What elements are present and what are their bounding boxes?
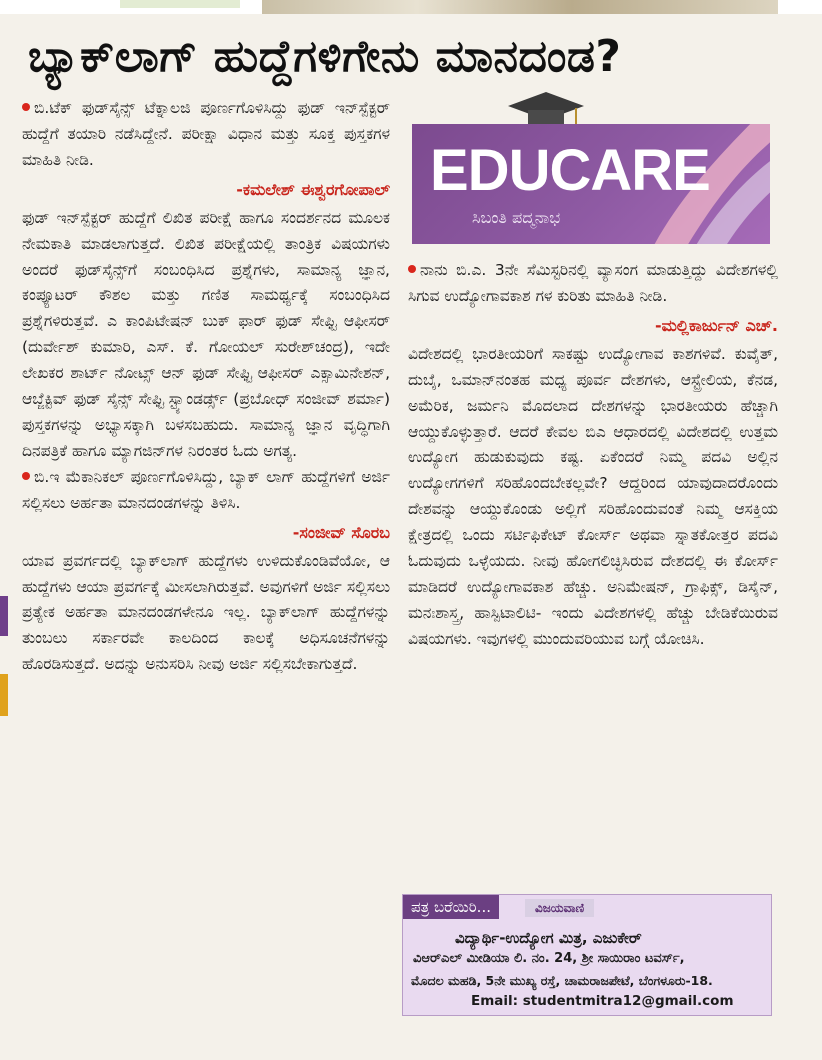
answer-3: ವಿದೇಶದಲ್ಲಿ ಭಾರತೀಯರಿಗೆ ಸಾಕಷ್ಟು ಉದ್ಯೋಗಾವ ಕಾಶಗಳಿವೆ. ಕುವೈತ್, ದುಬೈ, ಒಮಾನ್‌ನಂತಹ ಮಧ್ಯ ಪೂರ್ವ ದೇಶಗಳು, ಆಸ್ಟ್ರೇಲಿಯ, ಕೆನಡ, ಅಮೆರಿಕ, ಜರ್ಮನಿ ಮೊದಲಾದ ದೇಶಗಳನ್ನು ಭಾರತೀಯರು ಹೆಚ್ಚಾಗಿ ಆಯ್ದುಕೊಳ್ಳುತ್ತಾರೆ. ಆದರೆ ಕೇವಲ ಬಿಎ ಆಧಾರದಲ್ಲಿ ವಿದೇಶದಲ್ಲಿ ಉತ್ತಮ ಉದ್ಯೋಗ ಹುಡುಕುವುದು ಕಷ್ಟ. ಏಕೆಂದರೆ ನಿಮ್ಮ ಪದವಿ ಅಲ್ಲಿನ ಉದ್ಯೋಗಗಳಿಗೆ ಸರಿಹೊಂದಬೇಕಲ್ಲವೇ? ಆದ್ದರಿಂದ ಯಾವುದಾದರೊಂದು ದೇಶವನ್ನು ಆಯ್ದುಕೊಂಡು ಅಲ್ಲಿಗೆ ಸರಿಹೊಂದುವಂತೆ ನಿಮ್ಮ ಆಸಕ್ತಿಯ ಕ್ಷೇತ್ರದಲ್ಲಿ ಒಂದು ಸರ್ಟಿಫಿಕೇಟ್ ಕೋರ್ಸ್ ಅಥವಾ ಸ್ನಾತಕೋತ್ತರ ಪದವಿ ಓದುವುದು ಒಳ್ಳೆಯದು. ನೀವು ಹೋಗಲಿಚ್ಛಿಸಿರುವ ದೇಶದಲ್ಲಿ ಈ ಕೋರ್ಸ್ ಮಾಡಿದರೆ ಉದ್ಯೋಗಾವಕಾಶ ಹೆಚ್ಚು. ಅನಿಮೇಷನ್, ಗ್ರಾಫಿಕ್ಸ್, ಡಿಸೈನ್, ಮನಃಶಾಸ್ತ್ರ, ಹಾಸ್ಪಿಟಾಲಿಟಿ- ಇಂದು ವಿದೇಶಗಳಲ್ಲಿ ಹೆಚ್ಚು ಬೇಡಿಕೆಯಿರುವ ವಿಷಯಗಳು. ಇವುಗಳಲ್ಲಿ ಮುಂದುವರಿಯುವ ಬಗ್ಗೆ ಯೋಚಿಸಿ.	[408, 344, 778, 648]
contact-line-2: ವಿಆರ್‌ಎಲ್ ಮೀಡಿಯಾ ಲಿ. ನಂ. 24, ಶ್ರೀ ಸಾಯಿರಾಂ ಟವರ್ಸ್,	[413, 951, 685, 966]
article-headline: ಬ್ಯಾಕ್‌ಲಾಗ್ ಹುದ್ದೆಗಳಿಗೇನು ಮಾನದಂಡ?	[28, 31, 622, 82]
question-1-author: -ಕಮಲೇಶ್ ಈಶ್ವರಗೋಪಾಲ್	[236, 179, 390, 199]
adjacent-page-edge	[0, 596, 8, 716]
contact-email: Email: studentmitra12@gmail.com	[471, 993, 734, 1009]
bullet-dot-icon	[22, 103, 30, 111]
question-3	[408, 258, 778, 310]
contact-line-3: ಮೊದಲ ಮಹಡಿ, 5ನೇ ಮುಖ್ಯ ರಸ್ತೆ, ಚಾಮರಾಜಪೇಟೆ, ಬೆಂಗಳೂರು-18.	[411, 973, 713, 988]
top-photo-strip	[0, 0, 822, 14]
contact-line-1: ವಿದ್ಯಾರ್ಥಿ-ಉದ್ಯೋಗ ಮಿತ್ರ, ಎಜುಕೇರ್	[455, 929, 642, 947]
write-to-us-box	[402, 894, 772, 1016]
right-column	[408, 258, 778, 653]
photo-bottom-edge	[262, 0, 778, 14]
newspaper-name: ವಿಜಯವಾಣಿ	[525, 899, 594, 917]
answer-1: ಫುಡ್ ಇನ್‌ಸ್ಪೆಕ್ಟರ್ ಹುದ್ದೆಗೆ ಲಿಖಿತ ಪರೀಕ್ಷೆ ಹಾಗೂ ಸಂದರ್ಶನದ ಮೂಲಕ ನೇಮಕಾತಿ ಮಾಡಲಾಗುತ್ತದೆ. ಲಿಖಿತ ಪರೀಕ್ಷೆಯಲ್ಲಿ ತಾಂತ್ರಿಕ ವಿಷಯಗಳು ಅಂದರೆ ಫುಡ್‌ಸೈನ್ಸ್‌ಗೆ ಸಂಬಂಧಿಸಿದ ಪ್ರಶ್ನೆಗಳು, ಸಾಮಾನ್ಯ ಜ್ಞಾನ, ಕಂಪ್ಯೂಟರ್ ಕೌಶಲ ಮತ್ತು ಗಣಿತ ಸಾಮರ್ಥ್ಯಕ್ಕೆ ಸಂಬಂಧಿಸಿದ ಪ್ರಶ್ನೆಗಳಿರುತ್ತವೆ. ಎ ಕಾಂಪಿಟೇಷನ್ ಬುಕ್ ಫಾರ್ ಫುಡ್ ಸೇಫ್ಟಿ ಆಫೀಸರ್ (ದುರ್ವೇಶ್ ಕುಮಾರಿ, ಎಸ್. ಕೆ. ಗೋಯಲ್ ಸುರೇಶ್‌ಚಂದ್ರ), ಇದೇ ಲೇಖಕರ ಶಾರ್ಟ್ ನೋಟ್ಸ್ ಆನ್ ಫುಡ್ ಸೇಫ್ಟಿ ಆಫೀಸರ್ ಎಕ್ಸಾಮಿನೇಶನ್, ಆಬ್ಜೆಕ್ಟಿವ್ ಫುಡ್ ಸೈನ್ಸ್ ಸೇಫ್ಟಿ ಸ್ಟ್ಯಾಂಡರ್ಡ್ಸ್ (ಪ್ರಬೋಧ್ ಸಂಜೀವ್ ಶರ್ಮಾ) ಪುಸ್ತಕಗಳನ್ನು ಅಭ್ಯಾಸಕ್ಕಾಗಿ ಬಳಸಬಹುದು. ಸಾಮಾನ್ಯ ಜ್ಞಾನ ವೃದ್ಧಿಗಾಗಿ ದಿನಪತ್ರಿಕೆ ಹಾಗೂ ಮ್ಯಾಗಜಿನ್‌ಗಳ ನಿರಂತರ ಓದು ಅಗತ್ಯ.	[22, 208, 390, 460]
educare-column-logo	[412, 124, 770, 244]
adjacent-column-edge	[120, 0, 240, 8]
question-3-author: -ಮಲ್ಲಿಕಾರ್ಜುನ್ ಎಚ್.	[654, 315, 778, 335]
question-2	[22, 465, 390, 517]
question-1-text: ಬಿ.ಟೆಕ್ ಫುಡ್‌ಸೈನ್ಸ್ ಟೆಕ್ನಾಲಜಿ ಪೂರ್ಣಗೊಳಿಸಿದ್ದು ಫುಡ್ ಇನ್‌ಸ್ಪೆಕ್ಟರ್ ಹುದ್ದೆಗೆ ತಯಾರಿ ನಡೆಸಿದ್ದೇನೆ. ಪರೀಕ್ಷಾ ವಿಧಾನ ಮತ್ತು ಸೂಕ್ತ ಪುಸ್ತಕಗಳ ಮಾಹಿತಿ ನೀಡಿ.	[22, 99, 390, 169]
question-3-text: ನಾನು ಬಿ.ಎ. 3ನೇ ಸೆಮಿಸ್ಟರಿನಲ್ಲಿ ವ್ಯಾಸಂಗ ಮಾಡುತ್ತಿದ್ದು ವಿದೇಶಗಳಲ್ಲಿ ಸಿಗುವ ಉದ್ಯೋಗಾವಕಾಶ ಗಳ ಕುರಿತು ಮಾಹಿತಿ ನೀಡಿ.	[408, 261, 778, 305]
question-2-author: -ಸಂಜೀವ್ ಸೊರಬ	[292, 522, 390, 542]
bullet-dot-icon	[408, 265, 416, 273]
answer-2: ಯಾವ ಪ್ರವರ್ಗದಲ್ಲಿ ಬ್ಯಾಕ್‌ಲಾಗ್ ಹುದ್ದೆಗಳು ಉಳಿದುಕೊಂಡಿವೆಯೋ, ಆ ಹುದ್ದೆಗಳು ಆಯಾ ಪ್ರವರ್ಗಕ್ಕೆ ಮೀಸಲಾಗಿರುತ್ತವೆ. ಅವುಗಳಿಗೆ ಅರ್ಜಿ ಸಲ್ಲಿಸಲು ಪ್ರತ್ಯೇಕ ಅರ್ಹತಾ ಮಾನದಂಡಗಳೇನೂ ಇಲ್ಲ. ಬ್ಯಾಕ್‌ಲಾಗ್ ಹುದ್ದೆಗಳನ್ನು ತುಂಬಲು ಸರ್ಕಾರವೇ ಕಾಲದಿಂದ ಕಾಲಕ್ಕೆ ಅಧಿಸೂಚನೆಗಳನ್ನು ಹೊರಡಿಸುತ್ತದೆ. ಅದನ್ನು ಅನುಸರಿಸಿ ನೀವು ಅರ್ಜಿ ಸಲ್ಲಿಸಬೇಕಾಗುತ್ತದೆ.	[22, 551, 390, 674]
educare-brand: EDUCARE	[430, 138, 710, 203]
bullet-dot-icon	[22, 472, 30, 480]
question-2-text: ಬಿ.ಇ ಮೆಕಾನಿಕಲ್ ಪೂರ್ಣಗೊಳಿಸಿದ್ದು, ಬ್ಯಾಕ್ ಲಾಗ್ ಹುದ್ದೆಗಳಿಗೆ ಅರ್ಜಿ ಸಲ್ಲಿಸಲು ಅರ್ಹತಾ ಮಾನದಂಡಗಳನ್ನು ತಿಳಿಸಿ.	[22, 467, 390, 512]
columnist-name: ಸಿಬಂತಿ ಪದ್ಮನಾಭ	[472, 208, 561, 227]
left-column	[22, 96, 390, 678]
question-1	[22, 96, 390, 174]
write-to-us-tab: ಪತ್ರ ಬರೆಯಿರಿ...	[403, 895, 499, 919]
